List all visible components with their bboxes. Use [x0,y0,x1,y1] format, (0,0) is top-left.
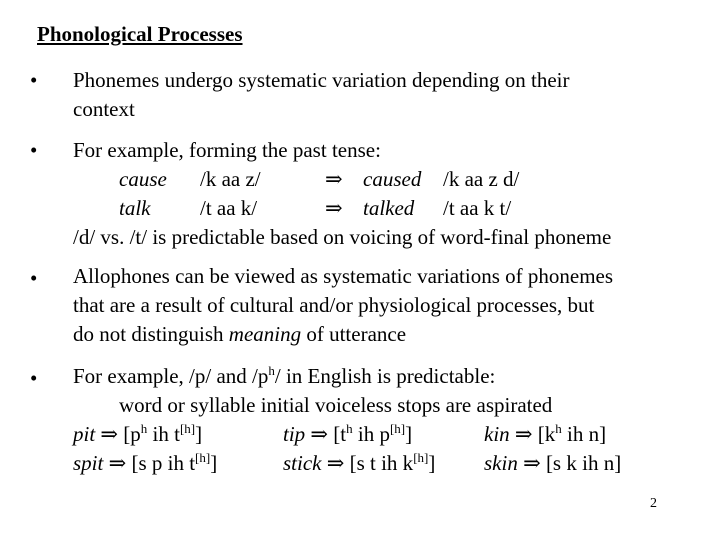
transcription-example [283,449,435,478]
example-word: talk [119,196,151,220]
superscript: [h] [389,421,406,436]
bullet-1-line-2: context [73,97,135,121]
bullet-3-line-3 [73,320,613,349]
example-word: spit [73,451,104,475]
superscript: [h] [413,450,429,465]
transcription-part: ] [210,451,218,475]
example-word: skin [484,451,518,475]
bullet-marker: • [30,68,38,92]
aspiration-rule: word or syllable initial voiceless stops are aspirated [119,393,553,417]
transcription-part: ] [195,422,203,446]
transcription-part: ih n] [561,422,607,446]
example-word: pit [73,422,96,446]
example-result-word: talked [363,196,415,220]
implies-arrow: ⇒ [326,451,345,475]
implies-arrow: ⇒ [325,167,343,191]
transcription-example [73,449,217,478]
bullet-3-text [73,262,613,349]
example-word: stick [283,451,322,475]
implies-arrow: ⇒ [523,451,541,475]
implies-arrow: ⇒ [108,451,127,475]
bullet-marker: • [30,366,38,390]
transcription-part: [k [537,422,556,446]
transcription-part: [t [333,422,347,446]
bullet-4-text [73,362,693,482]
bullet-1-line-1: Phonemes undergo systematic variation depending on their [73,68,570,92]
example-word: cause [119,167,167,191]
superscript: h [555,421,562,436]
transcription-part: ] [428,451,436,475]
example-result-word: caused [363,167,422,191]
transcription-part: [s k ih n] [545,451,622,475]
line-text: For example, /p/ and /p [73,364,269,388]
example-result-phonemes: /t aa k t/ [443,196,512,220]
line-text: do not distinguish [73,322,229,346]
transcription-example [283,420,412,449]
superscript: [h] [179,421,196,436]
example-word: tip [283,422,306,446]
example-result-phonemes: /k aa z d/ [443,167,520,191]
bullet-2-intro: For example, forming the past tense: [73,138,381,162]
bullet-marker: • [30,138,38,162]
superscript: h [346,421,353,436]
implies-arrow: ⇒ [100,422,119,446]
bullet-4-intro [73,362,495,391]
example-phonemes: /t aa k/ [200,196,258,220]
transcription-example [484,449,621,478]
implies-arrow: ⇒ [310,422,329,446]
bullet-2-conclusion: /d/ vs. /t/ is predictable based on voicing of word-final phoneme [73,225,612,249]
bullet-2-text [73,136,693,256]
transcription-example [484,420,606,449]
transcription-part: [p [123,422,141,446]
superscript: h [268,363,275,378]
slide-title: Phonological Processes [37,22,243,46]
transcription-example [73,420,202,449]
emphasis-meaning: meaning [228,322,302,346]
line-text: / in English is predictable: [274,364,496,388]
bullet-1-text [73,66,570,124]
transcription-part: [s t ih k [349,451,414,475]
bullet-3-line-2: that are a result of cultural and/or physiological processes, but [73,293,595,317]
superscript: h [140,421,148,436]
page-number: 2 [650,496,657,511]
transcription-part: ] [405,422,413,446]
example-phonemes: /k aa z/ [200,167,261,191]
bullet-marker: • [30,266,38,290]
transcription-part: ih p [352,422,390,446]
superscript: [h] [195,450,211,465]
implies-arrow: ⇒ [325,196,343,220]
line-text: of utterance [301,322,407,346]
example-word: kin [484,422,510,446]
bullet-3-line-1: Allophones can be viewed as systematic variations of phonemes [73,264,614,288]
transcription-part: ih t [147,422,180,446]
implies-arrow: ⇒ [514,422,533,446]
transcription-part: [s p ih t [131,451,196,475]
